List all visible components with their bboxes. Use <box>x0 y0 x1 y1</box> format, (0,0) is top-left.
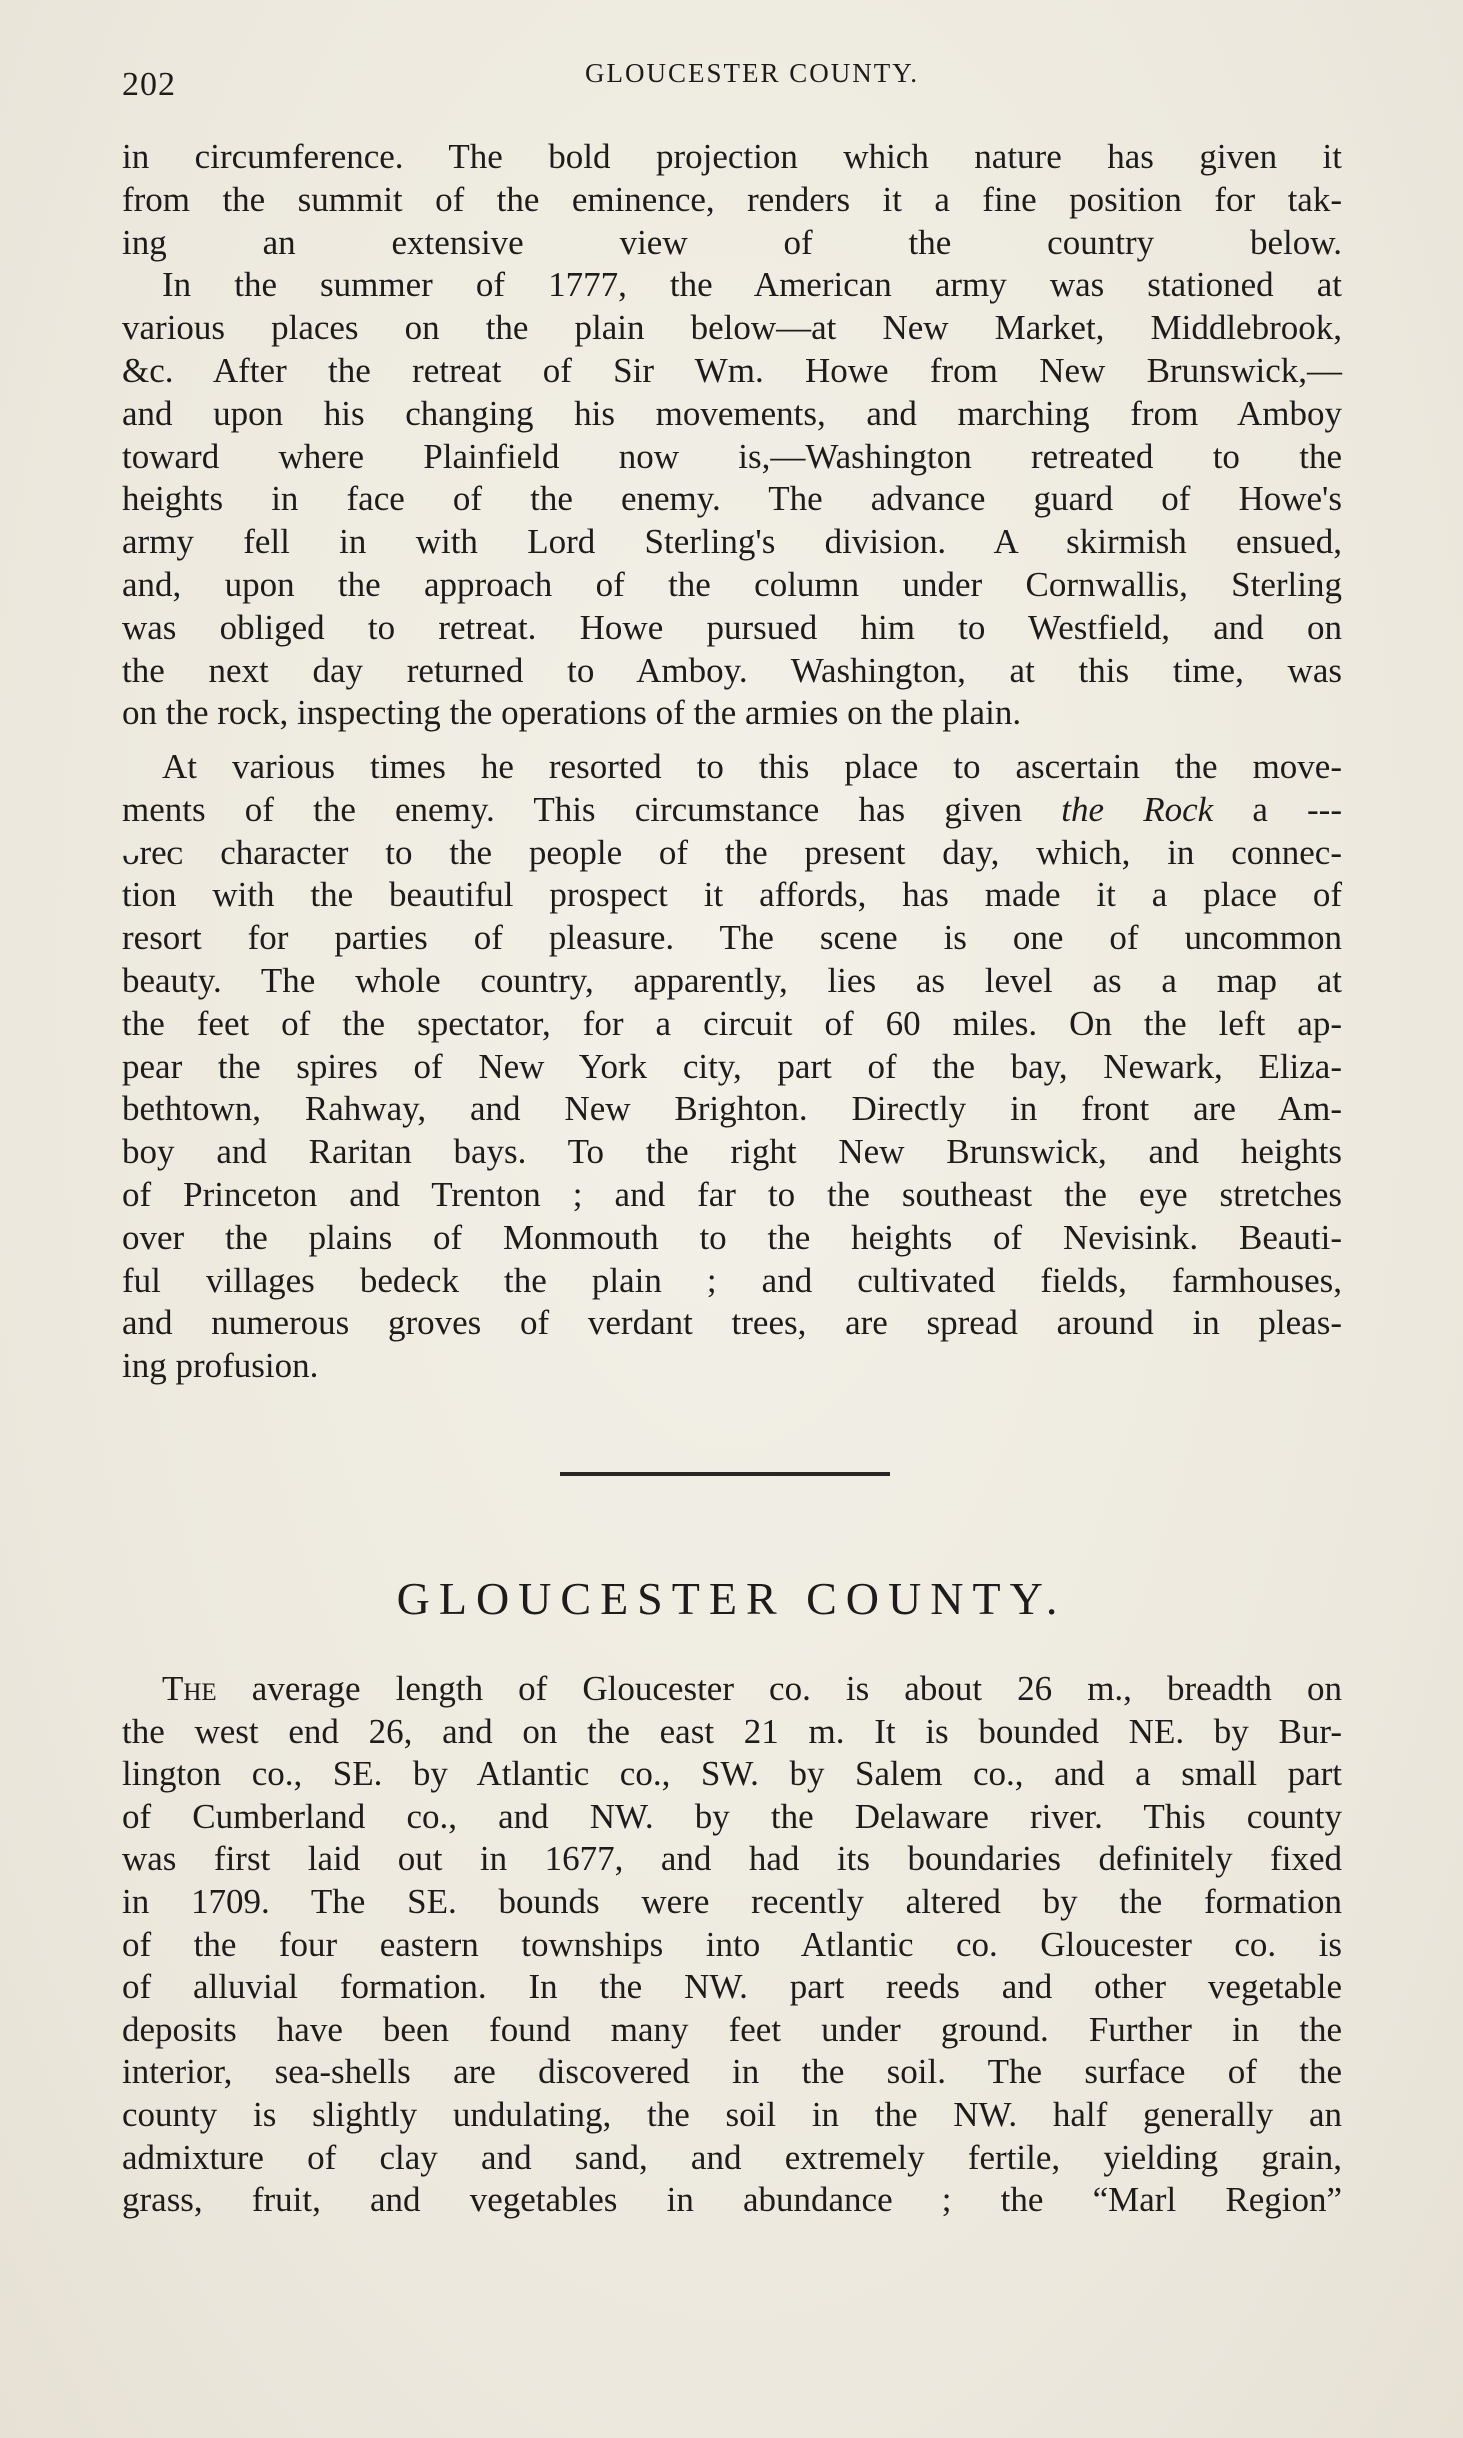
page-header <box>122 58 1342 108</box>
text-line: deposits have been found many feet under ground. Further in the <box>122 2009 1342 2049</box>
text-line: ments of the enemy. This circumstance has given the Rock a --- <box>122 789 1342 829</box>
text-line: county is slightly undulating, the soil in the NW. half generally an <box>122 2094 1342 2134</box>
paragraph-rock-history <box>122 136 1342 735</box>
text-line: bethtown, Rahway, and New Brighton. Directly in front are Am- <box>122 1089 1342 1129</box>
text-line: the next day returned to Amboy. Washington, at this time, was <box>122 650 1342 690</box>
text-line: At various times he resorted to this place to ascertain the move- <box>162 747 1342 786</box>
text-line: resort for parties of pleasure. The scene is one of uncommon <box>122 918 1342 958</box>
text-line: In the summer of 1777, the American army was stationed at <box>162 265 1342 305</box>
text-line: &c. After the retreat of Sir Wm. Howe from New Brunswick,— <box>122 350 1342 390</box>
text-line: of the four eastern townships into Atlantic co. Gloucester co. is <box>122 1924 1342 1964</box>
text-line: ing profusion. <box>122 1346 319 1386</box>
text-line: was first laid out in 1677, and had its boundaries definitely fixed <box>122 1839 1342 1879</box>
paragraph-gloucester-county <box>122 1668 1342 2222</box>
text-line: ful villages bedeck the plain ; and cultivated fields, farmhouses, <box>122 1260 1342 1300</box>
text-line: pear the spires of New York city, part of the bay, Newark, Eliza- <box>122 1046 1342 1086</box>
text-line: over the plains of Monmouth to the heights of Nevisink. Beauti- <box>122 1217 1342 1257</box>
text-line: the feet of the spectator, for a circuit of 60 miles. On the left ap- <box>122 1003 1342 1043</box>
text-line: in 1709. The SE. bounds were recently altered by the formation <box>122 1881 1342 1921</box>
text-line: from the summit of the eminence, renders it a fine position for tak- <box>122 179 1342 219</box>
text-line: of Cumberland co., and NW. by the Delaware river. This county <box>122 1796 1342 1836</box>
text-line: boy and Raritan bays. To the right New Brunswick, and heights <box>122 1132 1342 1172</box>
small-caps-opening: The <box>162 1669 217 1708</box>
section-title: GLOUCESTER COUNTY. <box>396 1573 1067 1624</box>
section-divider <box>560 1472 890 1476</box>
text-line: the west end 26, and on the east 21 m. It is bounded NE. by Bur- <box>122 1711 1342 1751</box>
text-line: and, upon the approach of the column under Cornwallis, Sterling <box>122 564 1342 604</box>
text-line: grass, fruit, and vegetables in abundance ; the “Marl Region” <box>122 2180 1342 2220</box>
text-line: and numerous groves of verdant trees, are spread around in pleas- <box>122 1303 1342 1343</box>
paragraph-rock-prospect <box>122 746 1342 1388</box>
text-line: tion with the beautiful prospect it affords, has made it a place of <box>122 875 1342 915</box>
text-line: of alluvial formation. In the NW. part reeds and other vegetable <box>122 1967 1342 2007</box>
text-line: The average length of Gloucester co. is about 26 m., breadth on <box>162 1669 1342 1708</box>
text-line: of Princeton and Trenton ; and far to the southeast the eye stretches <box>122 1174 1342 1214</box>
text-line: on the rock, inspecting the operations of the armies on the plain. <box>122 693 1022 733</box>
text-line: various places on the plain below—at New Market, Middlebrook, <box>122 308 1342 348</box>
text-line: interior, sea-shells are discovered in the soil. The surface of the <box>122 2052 1342 2092</box>
text-line: ing an extensive view of the country below. <box>122 222 1342 262</box>
running-head: GLOUCESTER COUNTY. <box>584 58 919 88</box>
text-line: heights in face of the enemy. The advance guard of Howe's <box>122 479 1342 519</box>
text-line: toward where Plainfield now is,—Washington retreated to the <box>122 436 1342 476</box>
text-line: was obliged to retreat. Howe pursued him to Westfield, and on <box>122 607 1342 647</box>
text-line: army fell in with Lord Sterling's division. A skirmish ensued, <box>122 522 1342 562</box>
italic-text: the Rock <box>1061 789 1214 829</box>
text-line: in circumference. The bold projection which nature has given it <box>122 137 1342 176</box>
text-line: and upon his changing his movements, and marching from Amboy <box>122 393 1342 433</box>
text-line: admixture of clay and sand, and extremely fertile, yielding grain, <box>122 2137 1342 2177</box>
text-line: ᴗreᴄ character to the people of the present day, which, in connec- <box>122 832 1342 872</box>
text-line: beauty. The whole country, apparently, lies as level as a map at <box>122 960 1342 1000</box>
page-number: 202 <box>122 66 176 103</box>
text-line: lington co., SE. by Atlantic co., SW. by Salem co., and a small part <box>122 1754 1342 1794</box>
